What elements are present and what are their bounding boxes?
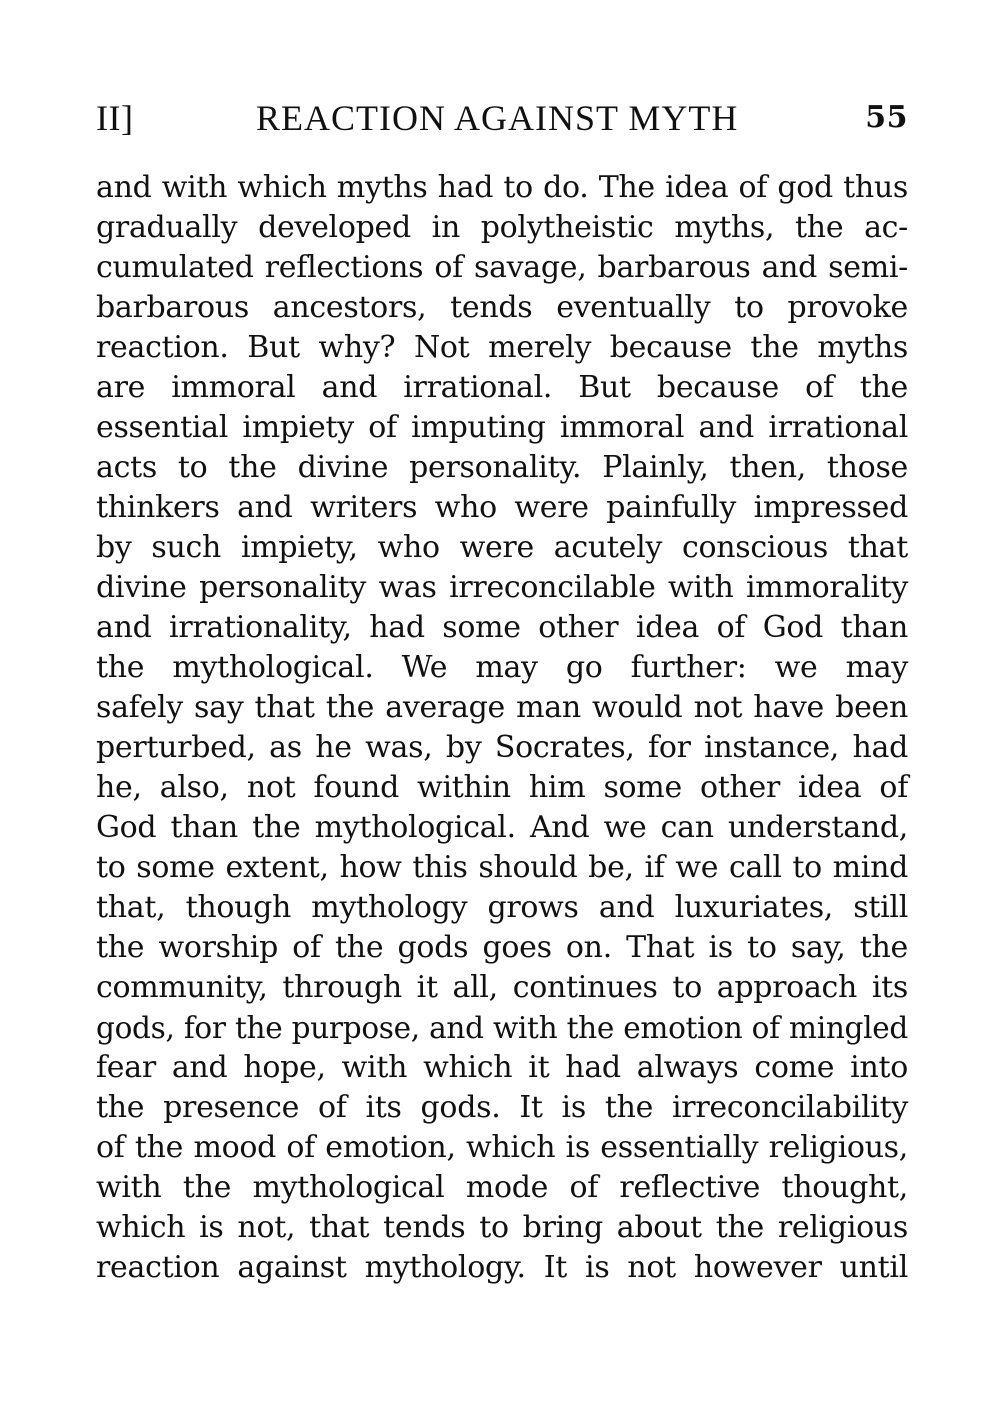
text-line: the presence of its gods. It is the irreconcilability [96, 1090, 908, 1125]
page-number: 55 [865, 100, 908, 135]
text-line: and with which myths had to do. The idea of god thus [96, 170, 908, 205]
text-line: the worship of the gods goes on. That is to say, the [96, 930, 908, 965]
text-line: of the mood of emotion, which is essentially religious, [96, 1130, 908, 1165]
text-line: he, also, not found within him some other idea of [96, 770, 908, 805]
text-line: community, through it all, continues to approach its [96, 970, 908, 1005]
text-line: acts to the divine personality. Plainly, then, those [96, 450, 908, 485]
body-text [96, 168, 908, 1288]
text-line: gradually developed in polytheistic myths, the ac- [96, 210, 908, 245]
text-line: the mythological. We may go further: we may [96, 650, 908, 685]
text-line: cumulated reflections of savage, barbarous and semi- [96, 250, 908, 285]
text-line: and irrationality, had some other idea of God than [96, 610, 908, 645]
text-line: safely say that the average man would not have been [96, 690, 908, 725]
text-line: that, though mythology grows and luxuriates, still [96, 890, 908, 925]
text-line: essential impiety of imputing immoral and irrational [96, 410, 908, 445]
text-line: divine personality was irreconcilable with immorality [96, 570, 908, 605]
text-line: God than the mythological. And we can understand, [96, 810, 908, 845]
text-line: reaction. But why? Not merely because the myths [96, 330, 908, 365]
text-line: to some extent, how this should be, if we call to mind [96, 850, 908, 885]
text-line: perturbed, as he was, by Socrates, for instance, had [96, 730, 908, 765]
text-line: fear and hope, with which it had always come into [96, 1050, 908, 1085]
text-line: reaction against mythology. It is not however until [96, 1250, 908, 1285]
book-page [96, 96, 908, 1288]
text-line: by such impiety, who were acutely conscious that [96, 530, 908, 565]
text-line: with the mythological mode of reflective thought, [96, 1170, 908, 1205]
running-title: REACTION AGAINST MYTH [256, 98, 739, 138]
text-line: gods, for the purpose, and with the emotion of mingled [96, 1011, 908, 1045]
text-line: barbarous ancestors, tends eventually to provoke [96, 290, 908, 325]
text-line: which is not, that tends to bring about the religious [96, 1210, 908, 1245]
chapter-number: II] [96, 98, 134, 138]
running-head [96, 96, 908, 140]
text-line: thinkers and writers who were painfully impressed [96, 490, 908, 525]
text-line: are immoral and irrational. But because of the [96, 370, 908, 405]
